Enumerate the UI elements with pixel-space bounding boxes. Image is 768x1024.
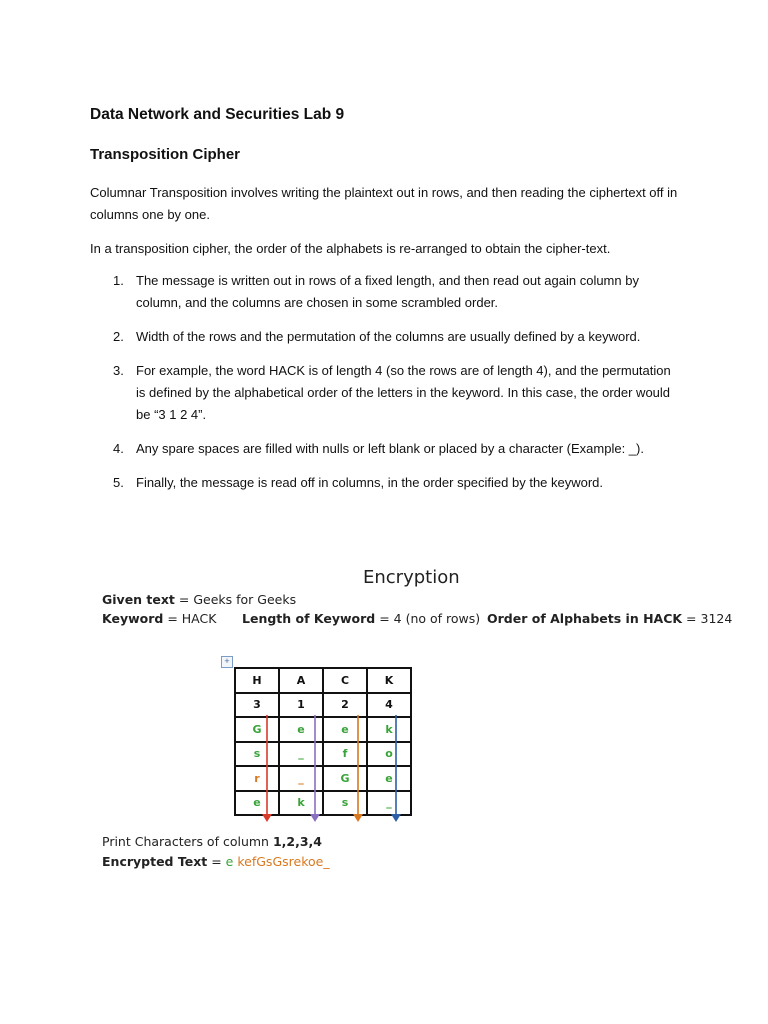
page-title: Data Network and Securities Lab 9 (90, 106, 345, 123)
table-cell: 4 (367, 693, 411, 718)
encrypted-equals: = (207, 854, 226, 869)
table-cell: 2 (323, 693, 367, 718)
list-text: Any spare spaces are filled with nulls or left blank or placed by a character (Example: _). (136, 441, 644, 456)
table-cell: K (367, 668, 411, 693)
list-number: 4. (113, 441, 124, 456)
table-cell: C (323, 668, 367, 693)
table-cell: k (279, 791, 323, 816)
list-text: The message is written out in rows of a fixed length, and then read out again column by column, and the columns are chosen in some scrambled order. (136, 273, 639, 310)
length-label: Length of Keyword (242, 611, 376, 626)
keyword-value: = HACK (163, 611, 217, 626)
list-text: For example, the word HACK is of length 4 (so the rows are of length 4), and the permutation is defined by the alphabetical order of the letters in the keyword. In this case, the order would be “3 1 2 4”. (136, 363, 671, 422)
list-number: 1. (113, 273, 124, 288)
encrypted-part-1: e (225, 854, 234, 869)
list-text: Width of the rows and the permutation of the columns are usually defined by a keyword. (136, 329, 641, 344)
given-text-line (102, 592, 296, 607)
table-cell: r (235, 766, 279, 791)
list-number: 2. (113, 329, 124, 344)
list-number: 5. (113, 475, 124, 490)
table-cell: e (367, 766, 411, 791)
table-cell: o (367, 742, 411, 767)
table-cell: A (279, 668, 323, 693)
table-cell: k (367, 717, 411, 742)
cipher-paragraph: In a transposition cipher, the order of the alphabets is re-arranged to obtain the cipher-text. (90, 241, 611, 256)
alphabet-order-line (487, 611, 732, 626)
table-cell: e (279, 717, 323, 742)
intro-paragraph: Columnar Transposition involves writing the plaintext out in rows, and then reading the ciphertext off in columns one by one. (90, 185, 678, 222)
list-item (90, 438, 680, 460)
print-columns-line (102, 834, 322, 849)
keyword-length-line (242, 611, 480, 626)
table-cell: s (323, 791, 367, 816)
table-cell: _ (367, 791, 411, 816)
list-item (90, 472, 680, 494)
table-header-row (235, 668, 411, 693)
table-cell: G (323, 766, 367, 791)
list-text: Finally, the message is read off in columns, in the order specified by the keyword. (136, 475, 604, 490)
given-label: Given text (102, 592, 175, 607)
table-cell: 3 (235, 693, 279, 718)
print-columns: 1,2,3,4 (272, 834, 322, 849)
table-cell: s (235, 742, 279, 767)
table-cell: G (235, 717, 279, 742)
given-value: = Geeks for Geeks (174, 592, 297, 607)
steps-list (90, 270, 680, 506)
order-value: = 3124 (682, 611, 733, 626)
column-read-arrows (230, 710, 430, 825)
encrypted-label: Encrypted Text (102, 854, 208, 869)
arrow-head-icon (353, 814, 363, 822)
section-title: Transposition Cipher (90, 146, 241, 163)
keyword-line (102, 611, 216, 626)
list-item (90, 326, 680, 348)
list-item (90, 270, 680, 314)
arrow-head-icon (262, 814, 272, 822)
encrypted-text-line (102, 854, 330, 869)
arrow-head-icon (310, 814, 320, 822)
table-move-handle-icon[interactable]: + (221, 656, 233, 668)
print-text: Print Characters of column (102, 834, 273, 849)
table-cell: 1 (279, 693, 323, 718)
length-value: = 4 (no of rows) (375, 611, 481, 626)
order-label: Order of Alphabets in HACK (487, 611, 683, 626)
table-cell: _ (279, 766, 323, 791)
arrow-head-icon (391, 814, 401, 822)
table-cell: H (235, 668, 279, 693)
table-cell: f (323, 742, 367, 767)
list-number: 3. (113, 363, 124, 378)
table-cell: e (235, 791, 279, 816)
table-cell: _ (279, 742, 323, 767)
list-item (90, 360, 680, 426)
figure-title: Encryption (363, 567, 460, 588)
table-cell: e (323, 717, 367, 742)
keyword-label: Keyword (102, 611, 164, 626)
encrypted-part-2: kefGsGsrekoe_ (237, 854, 330, 869)
